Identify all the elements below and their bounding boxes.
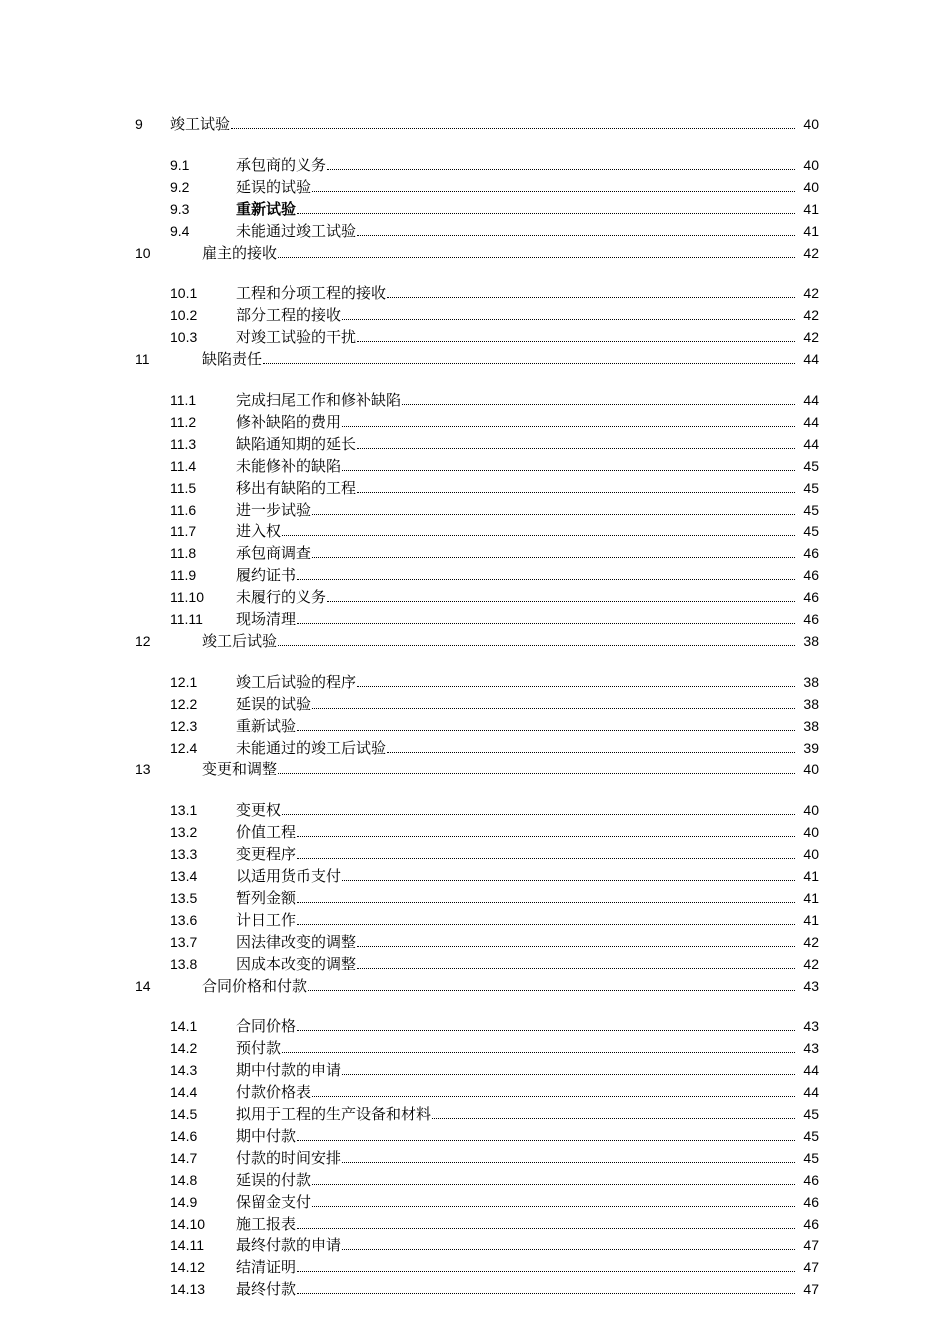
- dot-leader: [231, 128, 795, 129]
- toc-section-row[interactable]: [0, 389, 950, 411]
- toc-entry: [236, 176, 797, 198]
- dot-leader: [357, 946, 795, 947]
- toc-number: 13.3: [170, 846, 198, 863]
- toc-number: 10: [135, 244, 151, 261]
- toc-title[interactable]: 暂列金额: [236, 888, 297, 907]
- toc-page-number: 45: [803, 1127, 819, 1144]
- toc-title[interactable]: 最终付款的申请: [236, 1236, 342, 1255]
- toc-entry: [236, 389, 797, 411]
- toc-entry: [236, 220, 797, 242]
- toc-page-number: 40: [803, 761, 819, 778]
- dot-leader: [357, 686, 795, 687]
- toc-title[interactable]: 付款价格表: [236, 1083, 312, 1102]
- toc-section-row[interactable]: [0, 953, 950, 975]
- dot-leader: [312, 557, 795, 558]
- toc-title[interactable]: 因成本改变的调整: [236, 954, 357, 973]
- dot-leader: [297, 1140, 795, 1141]
- dot-leader: [387, 752, 795, 753]
- toc-title[interactable]: 最终付款: [236, 1280, 297, 1299]
- dot-leader: [312, 191, 795, 192]
- toc-entry: [236, 326, 797, 348]
- dot-leader: [402, 404, 795, 405]
- dot-leader: [327, 601, 795, 602]
- toc-entry: [236, 1125, 797, 1147]
- dot-leader: [342, 470, 795, 471]
- toc-page-number: 45: [803, 501, 819, 518]
- toc-entry: [202, 242, 797, 264]
- toc-title[interactable]: 因法律改变的调整: [236, 932, 357, 951]
- toc-number: 13.6: [170, 911, 198, 928]
- toc-entry: [202, 348, 797, 370]
- toc-section-row[interactable]: [0, 326, 950, 348]
- toc-number: 11.5: [170, 479, 197, 496]
- dot-leader: [297, 924, 795, 925]
- toc-page-number: 45: [803, 457, 819, 474]
- toc-number: 9.3: [170, 200, 190, 217]
- toc-section-row[interactable]: [0, 220, 950, 242]
- toc-section-row[interactable]: [0, 865, 950, 887]
- toc-page-number: 45: [803, 1149, 819, 1166]
- toc-entry: [236, 586, 797, 608]
- toc-number: 11.9: [170, 567, 197, 584]
- toc-section-row[interactable]: [0, 887, 950, 909]
- toc-section-row[interactable]: [0, 1234, 950, 1256]
- toc-page-number: 46: [803, 1193, 819, 1210]
- dot-leader: [327, 169, 795, 170]
- toc-entry: [236, 1213, 797, 1235]
- toc-number: 11.8: [170, 545, 197, 562]
- toc-chapter-row[interactable]: [0, 242, 950, 264]
- toc-title[interactable]: 价值工程: [236, 823, 297, 842]
- toc-title[interactable]: 期中付款: [236, 1126, 297, 1145]
- toc-title[interactable]: 未能修补的缺陷: [236, 456, 342, 475]
- toc-page-number: 45: [803, 523, 819, 540]
- dot-leader: [263, 363, 795, 364]
- toc-number: 14.6: [170, 1127, 198, 1144]
- toc-title[interactable]: 进入权: [236, 522, 282, 541]
- toc-entry: [236, 433, 797, 455]
- toc-section-row[interactable]: [0, 198, 950, 220]
- toc-page-number: 46: [803, 1171, 819, 1188]
- toc-entry: [236, 477, 797, 499]
- toc-title[interactable]: 未履行的义务: [236, 588, 327, 607]
- toc-title[interactable]: 移出有缺陷的工程: [236, 478, 357, 497]
- toc-title[interactable]: 未能通过竣工试验: [236, 221, 357, 240]
- toc-chapter-row[interactable]: [0, 630, 950, 652]
- dot-leader: [282, 535, 795, 536]
- toc-chapter-row[interactable]: [0, 758, 950, 780]
- toc-section-row[interactable]: [0, 455, 950, 477]
- toc-chapter-row[interactable]: [0, 113, 950, 135]
- dot-leader: [297, 902, 795, 903]
- toc-title[interactable]: 工程和分项工程的接收: [236, 284, 387, 303]
- toc-title[interactable]: 合同价格和付款: [202, 976, 308, 995]
- toc-page-number: 46: [803, 589, 819, 606]
- toc-page-number: 38: [803, 695, 819, 712]
- toc-title[interactable]: 现场清理: [236, 610, 297, 628]
- toc-section-row[interactable]: [0, 1169, 950, 1191]
- dot-leader: [432, 1118, 795, 1119]
- toc-entry: [236, 715, 797, 737]
- dot-leader: [297, 730, 795, 731]
- toc-entry: [236, 1278, 797, 1300]
- toc-section-row[interactable]: [0, 931, 950, 953]
- dot-leader: [387, 297, 795, 298]
- toc-section-row[interactable]: [0, 499, 950, 521]
- dot-leader: [278, 645, 795, 646]
- toc-page-number: 44: [803, 435, 819, 452]
- toc-number: 11.1: [170, 392, 197, 408]
- dot-leader: [312, 1096, 795, 1097]
- toc-section-row[interactable]: [0, 671, 950, 693]
- dot-leader: [357, 341, 795, 342]
- toc-page-number: 44: [803, 413, 819, 430]
- toc-entry: [236, 564, 797, 586]
- toc-title[interactable]: 对竣工试验的干扰: [236, 328, 357, 347]
- toc-page-number: 44: [803, 351, 819, 368]
- toc-entry: [236, 304, 797, 326]
- toc-page-number: 41: [803, 222, 819, 239]
- toc-title[interactable]: 重新试验: [236, 199, 297, 218]
- toc-title[interactable]: 保留金支付: [236, 1192, 312, 1211]
- toc-number: 10.2: [170, 307, 198, 324]
- toc-page-number: 42: [803, 933, 819, 950]
- toc-section-row[interactable]: [0, 1256, 950, 1278]
- toc-entry: [236, 1015, 797, 1037]
- toc-chapter-row[interactable]: [0, 975, 950, 997]
- dot-leader: [282, 814, 795, 815]
- toc-number: 14.5: [170, 1106, 198, 1122]
- toc-entry: [236, 693, 797, 715]
- toc-title[interactable]: 合同价格: [236, 1017, 297, 1036]
- toc-section-row[interactable]: [0, 176, 950, 198]
- toc-entry: [236, 1059, 797, 1081]
- toc-page-number: 44: [803, 392, 819, 408]
- dot-leader: [297, 858, 795, 859]
- toc-entry: [236, 520, 797, 542]
- toc-title[interactable]: 进一步试验: [236, 500, 312, 519]
- toc-entry: [202, 975, 797, 997]
- toc-page-number: 41: [803, 200, 819, 217]
- dot-leader: [357, 968, 795, 969]
- toc-section-row[interactable]: [0, 1147, 950, 1169]
- toc-page-number: 43: [803, 977, 819, 994]
- toc-entry: [236, 608, 797, 630]
- toc-title[interactable]: 缺陷通知期的延长: [236, 434, 357, 453]
- dot-leader: [278, 257, 795, 258]
- toc-title[interactable]: 缺陷责任: [202, 350, 263, 369]
- toc-title[interactable]: 履约证书: [236, 566, 297, 585]
- toc-page-number: 47: [803, 1237, 819, 1254]
- toc-number: 11: [135, 351, 150, 368]
- dot-leader: [278, 773, 795, 774]
- toc-page-number: 44: [803, 1084, 819, 1101]
- toc-number: 14.11: [170, 1237, 204, 1254]
- toc-title[interactable]: 付款的时间安排: [236, 1148, 342, 1167]
- toc-number: 11.2: [170, 413, 197, 430]
- toc-page-number: 40: [803, 178, 819, 195]
- dot-leader: [342, 1074, 795, 1075]
- toc-entry: [236, 799, 797, 821]
- dot-leader: [297, 623, 795, 624]
- toc-entry: [236, 411, 797, 433]
- toc-section-row[interactable]: [0, 282, 950, 304]
- toc-page-number: 38: [803, 717, 819, 734]
- toc-section-row[interactable]: [0, 520, 950, 542]
- toc-section-row[interactable]: [0, 411, 950, 433]
- toc-entry: [236, 843, 797, 865]
- toc-entry: [236, 865, 797, 887]
- dot-leader: [312, 514, 795, 515]
- toc-number: 12.1: [170, 673, 198, 690]
- toc-number: 14.13: [170, 1281, 206, 1298]
- toc-title[interactable]: 承包商的义务: [236, 155, 327, 174]
- toc-number: 14: [135, 977, 151, 994]
- toc-entry: [236, 1037, 797, 1059]
- toc-number: 13.8: [170, 955, 198, 972]
- toc-entry: [236, 953, 797, 975]
- toc-number: 13.4: [170, 868, 198, 884]
- toc-entry: [236, 1081, 797, 1103]
- toc-page-number: 42: [803, 329, 819, 346]
- toc-title[interactable]: 雇主的接收: [202, 243, 278, 262]
- toc-section-row[interactable]: [0, 1213, 950, 1235]
- toc-section-row[interactable]: [0, 477, 950, 499]
- toc-number: 12.3: [170, 717, 198, 734]
- toc-section-row[interactable]: [0, 1278, 950, 1300]
- toc-number: 10.1: [170, 285, 198, 302]
- toc-number: 14.8: [170, 1171, 198, 1188]
- toc-page-number: 46: [803, 611, 819, 627]
- toc-number: 14.3: [170, 1062, 198, 1079]
- toc-entry: [236, 931, 797, 953]
- toc-section-row[interactable]: [0, 1125, 950, 1147]
- toc-number: 9.2: [170, 178, 190, 195]
- toc-entry: [236, 542, 797, 564]
- toc-page-number: 40: [803, 824, 819, 841]
- toc-number: 12: [135, 632, 151, 649]
- toc-number: 14.1: [170, 1018, 198, 1035]
- toc-page-number: 40: [803, 846, 819, 863]
- toc-section-row[interactable]: [0, 799, 950, 821]
- toc-number: 9: [135, 116, 143, 132]
- dot-leader: [297, 1228, 795, 1229]
- toc-title[interactable]: 期中付款的申请: [236, 1061, 342, 1080]
- toc-title[interactable]: 延误的试验: [236, 177, 312, 196]
- toc-title[interactable]: 计日工作: [236, 910, 297, 929]
- dot-leader: [342, 319, 795, 320]
- toc-entry: [236, 909, 797, 931]
- toc-section-row[interactable]: [0, 542, 950, 564]
- toc-page-number: 39: [803, 739, 819, 756]
- toc-number: 11.11: [170, 611, 203, 627]
- toc-title[interactable]: 拟用于工程的生产设备和材料: [236, 1105, 432, 1123]
- dot-leader: [312, 1184, 795, 1185]
- toc-number: 14.10: [170, 1215, 206, 1232]
- toc-page-number: 42: [803, 244, 819, 261]
- toc-section-row[interactable]: [0, 1103, 950, 1125]
- dot-leader: [312, 1206, 795, 1207]
- toc-section-row[interactable]: [0, 433, 950, 455]
- toc-title[interactable]: 延误的试验: [236, 694, 312, 713]
- toc-section-row[interactable]: [0, 909, 950, 931]
- dot-leader: [297, 213, 795, 214]
- toc-number: 9.1: [170, 156, 190, 173]
- toc-section-row[interactable]: [0, 1081, 950, 1103]
- toc-section-row[interactable]: [0, 154, 950, 176]
- toc-number: 12.2: [170, 695, 198, 712]
- toc-number: 11.10: [170, 589, 204, 606]
- toc-title[interactable]: 竣工试验: [170, 115, 231, 133]
- toc-entry: [236, 671, 797, 693]
- toc-section-row[interactable]: [0, 715, 950, 737]
- toc-entry: [236, 1169, 797, 1191]
- toc-page-number: 47: [803, 1281, 819, 1298]
- toc-section-row[interactable]: [0, 821, 950, 843]
- toc-title[interactable]: 结清证明: [236, 1258, 297, 1277]
- toc-entry: [236, 737, 797, 759]
- toc-section-row[interactable]: [0, 1037, 950, 1059]
- toc-title[interactable]: 竣工后试验: [202, 631, 278, 650]
- toc-title[interactable]: 以适用货币支付: [236, 867, 342, 885]
- dot-leader: [297, 836, 795, 837]
- dot-leader: [312, 708, 795, 709]
- dot-leader: [308, 990, 795, 991]
- toc-page-number: 47: [803, 1259, 819, 1276]
- toc-page-number: 44: [803, 1062, 819, 1079]
- dot-leader: [342, 1162, 795, 1163]
- toc-title[interactable]: 变更程序: [236, 845, 297, 864]
- toc-title[interactable]: 承包商调查: [236, 544, 312, 563]
- dot-leader: [282, 1052, 795, 1053]
- toc-title[interactable]: 施工报表: [236, 1214, 297, 1233]
- toc-section-row[interactable]: [0, 843, 950, 865]
- toc-number: 11.4: [170, 457, 197, 474]
- toc-title[interactable]: 延误的付款: [236, 1170, 312, 1189]
- toc-title[interactable]: 预付款: [236, 1039, 282, 1058]
- toc-page-number: 40: [803, 116, 819, 132]
- toc-entry: [236, 1256, 797, 1278]
- toc-entry: [202, 758, 797, 780]
- toc-entry: [202, 630, 797, 652]
- toc-section-row[interactable]: [0, 1059, 950, 1081]
- toc-page-number: 40: [803, 156, 819, 173]
- toc-chapter-row[interactable]: [0, 348, 950, 370]
- toc-number: 12.4: [170, 739, 198, 756]
- toc-number: 13.2: [170, 824, 198, 841]
- toc-page-number: 41: [803, 868, 819, 884]
- toc-title[interactable]: 修补缺陷的费用: [236, 412, 342, 431]
- toc-entry: [236, 1103, 797, 1125]
- toc-title[interactable]: 未能通过的竣工后试验: [236, 738, 387, 757]
- toc-number: 11.3: [170, 435, 197, 452]
- toc-section-row[interactable]: [0, 737, 950, 759]
- dot-leader: [342, 880, 795, 881]
- toc-page-number: 38: [803, 673, 819, 690]
- toc-page-number: 43: [803, 1040, 819, 1057]
- dot-leader: [297, 1293, 795, 1294]
- toc-number: 9.4: [170, 222, 190, 239]
- toc-number: 11.6: [170, 501, 197, 518]
- toc-entry: [236, 198, 797, 220]
- toc-entry: [236, 1234, 797, 1256]
- toc-number: 14.12: [170, 1259, 206, 1276]
- toc-number: 14.7: [170, 1149, 198, 1166]
- toc-page-number: 41: [803, 911, 819, 928]
- toc-title[interactable]: 变更权: [236, 801, 282, 820]
- toc-title[interactable]: 部分工程的接收: [236, 306, 342, 325]
- toc-section-row[interactable]: [0, 304, 950, 326]
- toc-page-number: 45: [803, 479, 819, 496]
- toc-page-number: 38: [803, 632, 819, 649]
- toc-number: 10.3: [170, 329, 198, 346]
- toc-page-number: 46: [803, 567, 819, 584]
- toc-entry: [236, 499, 797, 521]
- toc-number: 14.9: [170, 1193, 198, 1210]
- dot-leader: [297, 1030, 795, 1031]
- toc-section-row[interactable]: [0, 608, 950, 630]
- toc-title[interactable]: 完成扫尾工作和修补缺陷: [236, 391, 402, 409]
- dot-leader: [342, 1249, 795, 1250]
- toc-number: 13.1: [170, 802, 198, 819]
- toc-page-number: 42: [803, 955, 819, 972]
- toc-section-row[interactable]: [0, 693, 950, 715]
- toc-entry: [236, 887, 797, 909]
- toc-section-row[interactable]: [0, 564, 950, 586]
- toc-entry: [236, 821, 797, 843]
- toc-section-row[interactable]: [0, 586, 950, 608]
- toc-title[interactable]: 竣工后试验的程序: [236, 672, 357, 691]
- toc-number: 13.5: [170, 889, 198, 906]
- dot-leader: [357, 492, 795, 493]
- toc-entry: [236, 154, 797, 176]
- toc-entry: [236, 1191, 797, 1213]
- toc-number: 14.4: [170, 1084, 198, 1101]
- toc-page-number: 40: [803, 802, 819, 819]
- toc-page-number: 43: [803, 1018, 819, 1035]
- toc-title[interactable]: 变更和调整: [202, 760, 278, 779]
- toc-page-number: 45: [803, 1106, 819, 1122]
- dot-leader: [297, 579, 795, 580]
- toc-page-number: 42: [803, 307, 819, 324]
- toc-number: 13.7: [170, 933, 198, 950]
- toc-entry: [170, 113, 797, 135]
- toc-page-number: 42: [803, 285, 819, 302]
- dot-leader: [357, 448, 795, 449]
- dot-leader: [342, 426, 795, 427]
- toc-title[interactable]: 重新试验: [236, 716, 297, 735]
- toc-entry: [236, 455, 797, 477]
- dot-leader: [357, 235, 795, 236]
- toc-number: 13: [135, 761, 151, 778]
- toc-section-row[interactable]: [0, 1015, 950, 1037]
- toc-number: 11.7: [170, 523, 197, 540]
- dot-leader: [297, 1271, 795, 1272]
- toc-page-number: 46: [803, 1215, 819, 1232]
- toc-page-number: 41: [803, 889, 819, 906]
- toc-page-number: 46: [803, 545, 819, 562]
- toc-number: 14.2: [170, 1040, 198, 1057]
- toc-entry: [236, 282, 797, 304]
- toc-section-row[interactable]: [0, 1191, 950, 1213]
- toc-entry: [236, 1147, 797, 1169]
